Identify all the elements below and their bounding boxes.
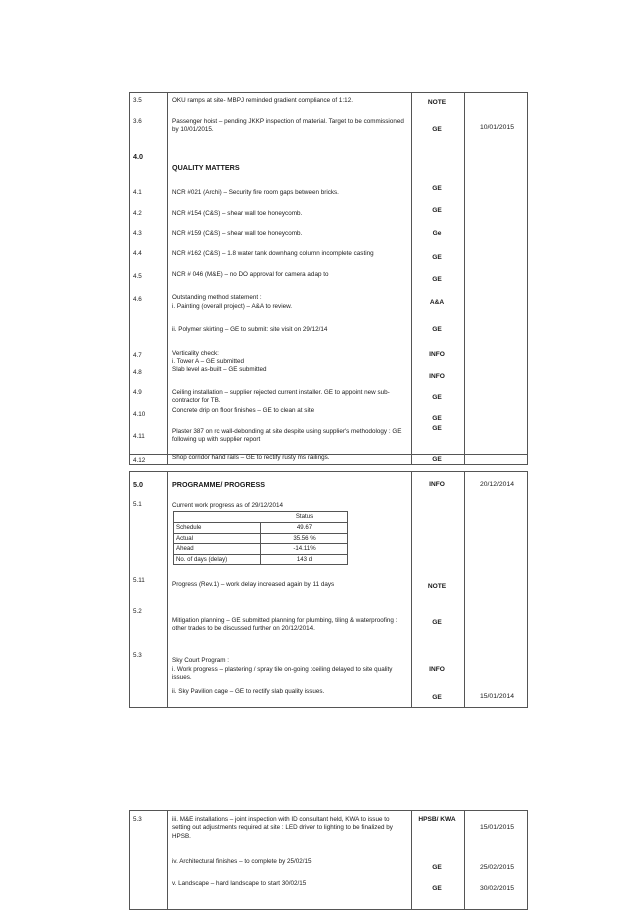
item-description: Outstanding method statement :: [172, 294, 262, 301]
action-by: GE: [432, 207, 442, 214]
minutes-table-programme: [129, 471, 528, 708]
item-description: i. Tower A – GE submitted: [172, 358, 244, 365]
item-number: 4.12: [133, 457, 146, 464]
action-by: GE: [432, 885, 442, 892]
item-description: Concrete drip on floor finishes – GE to clean at site: [172, 407, 315, 414]
action-by: GE: [432, 254, 442, 261]
item-number: 4.10: [133, 411, 146, 418]
status-label: Actual: [176, 534, 193, 542]
status-value: 35.56 %: [293, 534, 316, 542]
status-label: Schedule: [176, 524, 202, 531]
item-description: Slab level as-built – GE submitted: [172, 366, 267, 373]
item-number: 4.1: [133, 189, 142, 196]
item-description: v. Landscape – hard landscape to start 30/02/15: [172, 880, 307, 887]
item-number: 5.3: [133, 652, 142, 659]
item-number: 3.6: [133, 118, 142, 125]
action-by: GE: [432, 425, 442, 432]
item-description: NCR #159 (C&S) – shear wall toe honeycomb.: [172, 230, 303, 237]
item-number: 3.5: [133, 97, 142, 104]
item-number: 4.5: [133, 273, 142, 280]
status-value: 143 d: [296, 555, 313, 563]
item-description: NCR #021 (Archi) – Security fire room gaps between bricks.: [172, 189, 339, 196]
item-number: 4.6: [133, 296, 142, 303]
target-date: 30/02/2015: [479, 885, 515, 892]
item-description: i. Work progress – plastering / spray tile on-going :ceiling delayed to site quality issues.: [172, 666, 393, 682]
target-date: 10/01/2015: [479, 124, 515, 131]
action-by: NOTE: [427, 583, 447, 590]
status-header: Status: [295, 513, 314, 520]
item-description: Plaster 387 on rc wall-debonding at site despite using supplier's methodology : GE following up with supplier report: [172, 428, 402, 444]
minutes-table-continued: [129, 810, 528, 910]
item-number: 4.8: [133, 369, 142, 376]
item-description: iv. Architectural finishes – to complete by 25/02/15: [172, 858, 312, 865]
item-description: Ceiling installation – supplier rejected current installer. GE to appoint new sub-contractor for TB.: [172, 389, 390, 405]
item-number: 5.3: [133, 816, 142, 823]
action-by: INFO: [429, 481, 445, 488]
item-description: Verticality check:: [172, 350, 219, 357]
target-date: 20/12/2014: [479, 481, 515, 488]
item-number: 4.4: [133, 250, 142, 257]
item-number: 4.3: [133, 230, 142, 237]
action-by: INFO: [429, 373, 445, 380]
action-by: GE: [432, 276, 442, 283]
action-by: GE: [432, 415, 442, 422]
item-description: NCR # 046 (M&E) – no DO approval for camera adap to: [172, 271, 329, 278]
action-by: INFO: [429, 351, 445, 358]
item-description: OKU ramps at site- MBPJ reminded gradient compliance of 1:12.: [172, 97, 353, 104]
target-date: 15/01/2015: [479, 824, 515, 831]
action-by: HPSB/ KWA: [418, 816, 456, 823]
action-by: INFO: [429, 666, 445, 673]
item-description: Passenger hoist – pending JKKP inspection of material. Target to be commissioned by 10/01/2015.: [172, 118, 404, 134]
status-table: [173, 511, 348, 565]
item-number: 4.7: [133, 352, 142, 359]
status-value: -14.11%: [293, 545, 316, 552]
item-description: ii. Polymer skirting – GE to submit: site visit on 29/12/14: [172, 326, 328, 333]
action-by: GE: [432, 126, 442, 133]
section-number: 4.0: [133, 152, 143, 161]
item-description: Shop corridor hand rails – GE to rectify rusty ms railings.: [172, 454, 330, 461]
target-date: 15/01/2014: [479, 693, 515, 700]
status-label: Ahead: [176, 545, 194, 552]
item-description: iii. M&E installations – joint inspection with ID consultant held, KWA to issue to setting out adjustments required at site : LED driver to lighting to be finalized by HPSB.: [172, 816, 393, 840]
action-by: GE: [432, 185, 442, 192]
target-date: 25/02/2015: [479, 864, 515, 871]
status-label: No. of days (delay): [176, 555, 228, 563]
item-description: ii. Sky Pavilion cage – GE to rectify slab quality issues.: [172, 688, 325, 695]
action-by: GE: [432, 394, 442, 401]
item-description: Sky Court Program :: [172, 657, 230, 664]
item-number: 4.2: [133, 210, 142, 217]
action-by: NOTE: [427, 99, 447, 106]
item-number: 4.11: [133, 433, 145, 440]
item-number: 4.9: [133, 389, 142, 396]
section-title: QUALITY MATTERS: [172, 163, 240, 172]
item-number: 5.11: [133, 577, 145, 584]
minutes-table-quality: [129, 92, 528, 465]
action-by: GE: [432, 694, 442, 701]
item-number: 5.1: [133, 501, 142, 508]
action-by: GE: [432, 864, 442, 871]
item-description: NCR #162 (C&S) – 1.8 water tank downhang column incomplete casting: [172, 250, 374, 257]
action-by: GE: [432, 456, 442, 463]
action-by: Ge: [432, 230, 442, 237]
item-description: i. Painting (overall project) – A&A to review.: [172, 303, 293, 310]
item-description: Current work progress as of 29/12/2014: [172, 502, 283, 509]
status-value: 49.67: [296, 524, 313, 531]
item-description: NCR #154 (C&S) – shear wall toe honeycomb.: [172, 210, 303, 217]
section-number: 5.0: [133, 480, 143, 489]
section-title: PROGRAMME/ PROGRESS: [172, 480, 266, 489]
item-description: Progress (Rev.1) – work delay increased again by 11 days: [172, 581, 335, 588]
action-by: A&A: [429, 299, 445, 306]
item-number: 5.2: [133, 608, 142, 615]
action-by: GE: [432, 326, 442, 333]
action-by: GE: [432, 619, 442, 626]
item-description: Mitigation planning – GE submitted planning for plumbing, tiling & waterproofing : other trades to be discussed further on 20/12/2014.: [172, 617, 398, 633]
